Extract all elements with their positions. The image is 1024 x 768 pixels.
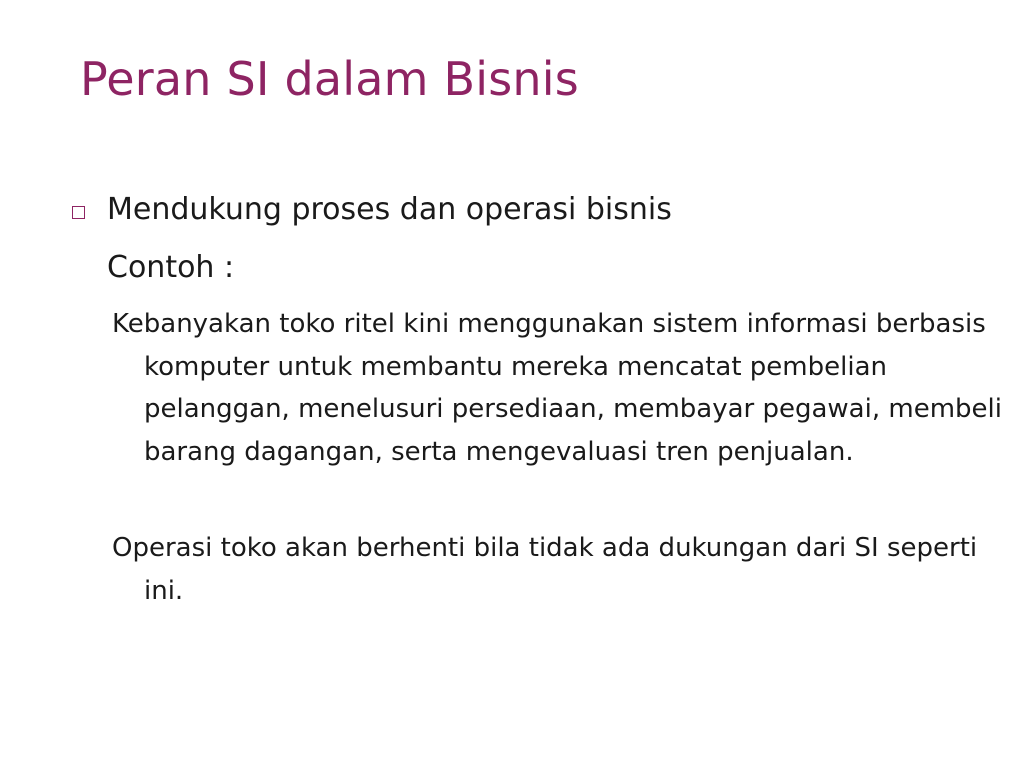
example-label: Contoh :	[107, 250, 235, 285]
bullet-item	[72, 188, 672, 232]
slide-title: Peran SI dalam Bisnis	[80, 52, 579, 106]
hollow-square-icon	[72, 206, 85, 219]
bullet-text: Mendukung proses dan operasi bisnis	[107, 192, 672, 227]
example-paragraph-2: Operasi toko akan berhenti bila tidak ada dukungan dari SI seperti ini.	[112, 533, 978, 606]
example-paragraph-1: Kebanyakan toko ritel kini menggunakan sistem informasi berbasis komputer untuk membantu mereka mencatat pembelian pelanggan, menelusuri persediaan, membayar pegawai, membeli barang dagangan, serta mengevaluasi tren penjualan.	[112, 309, 1002, 467]
